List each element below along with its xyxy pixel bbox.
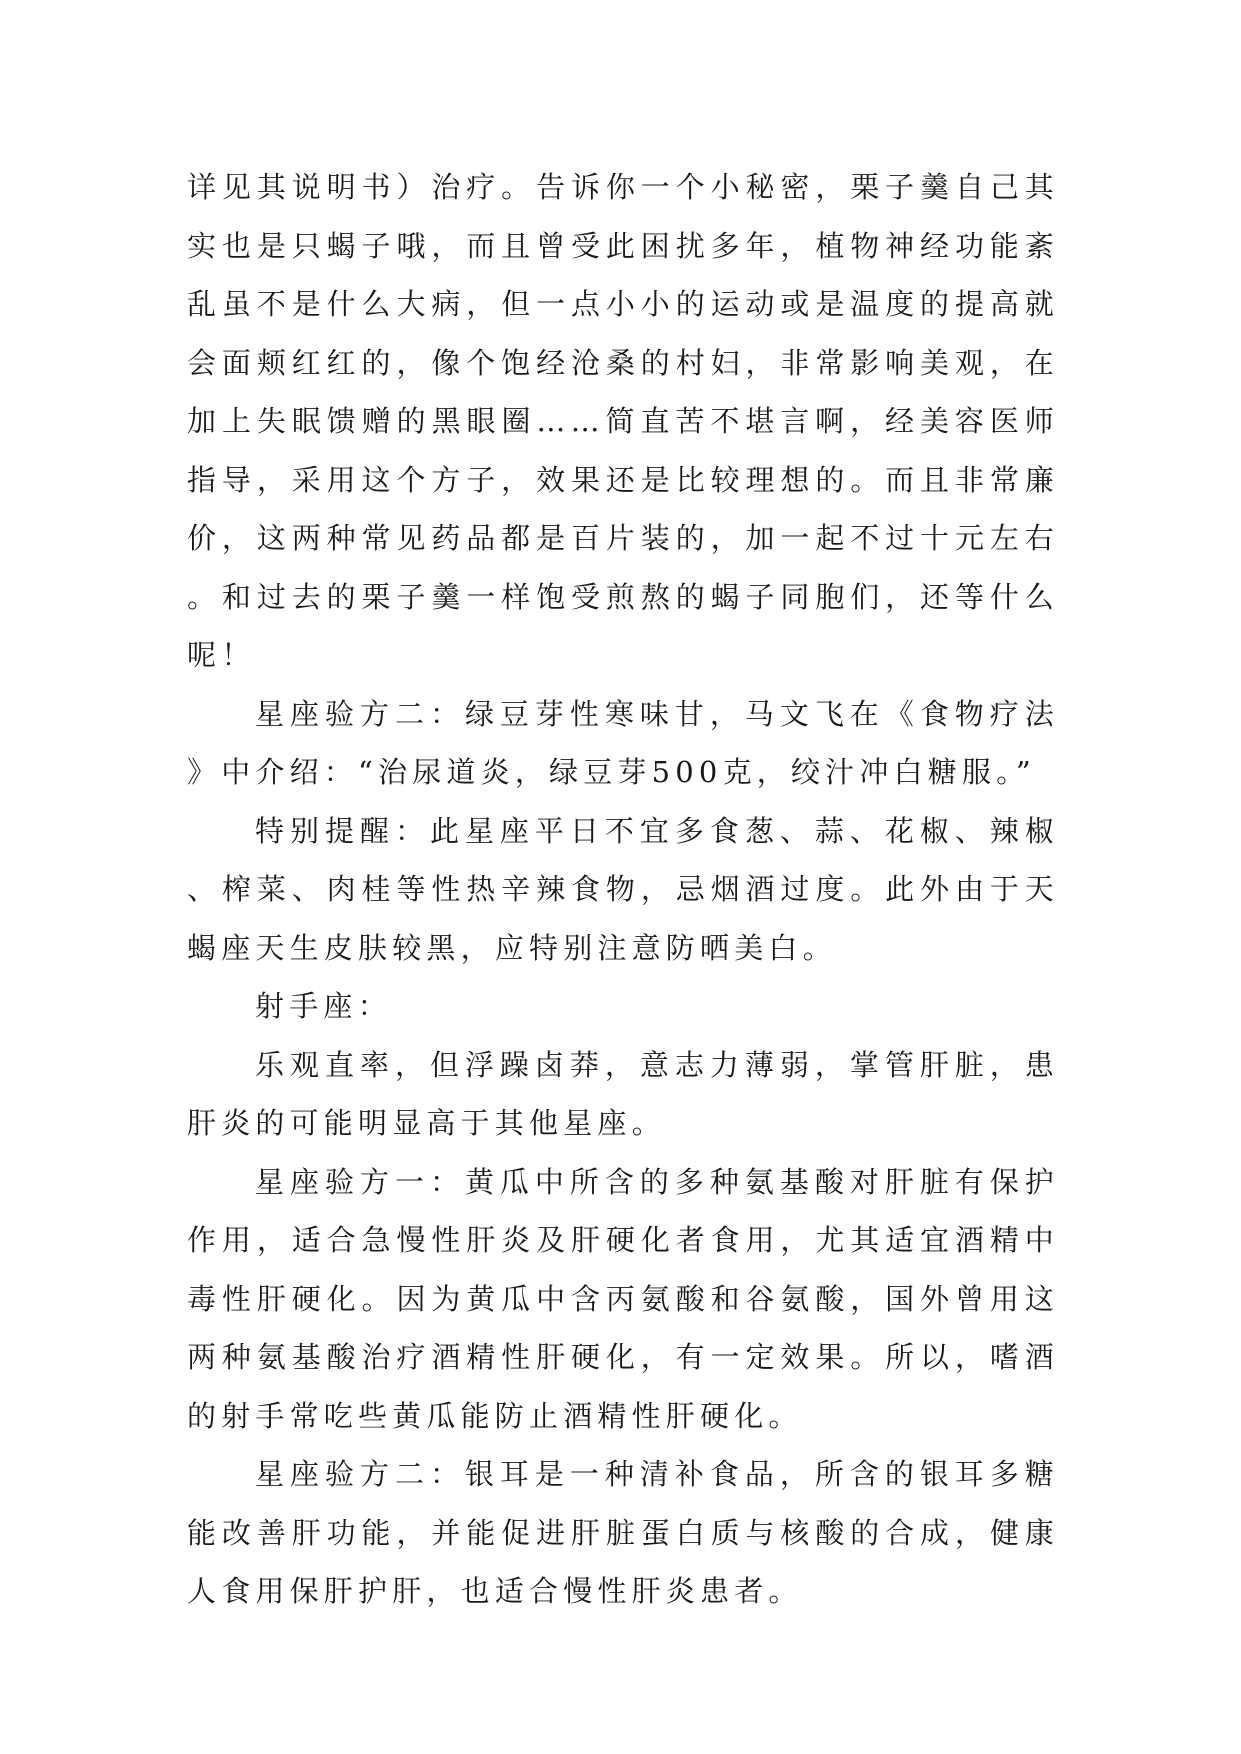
paragraph-scorpio-reminder: 特别提醒：此星座平日不宜多食葱、蒜、花椒、辣椒、榨菜、肉桂等性热辛辣食物，忌烟酒过度。此外由于天蝎座天生皮肤较黑，应特别注意防晒美白。 [187, 813, 1059, 965]
document-body [187, 158, 1059, 1621]
section-heading-sagittarius: 射手座： [255, 989, 392, 1023]
paragraph-sagittarius-intro: 乐观直率，但浮躁卤莽，意志力薄弱，掌管肝脏，患肝炎的可能明显高于其他星座。 [187, 1047, 1059, 1140]
paragraph-sagittarius-remedy-one: 星座验方一：黄瓜中所含的多种氨基酸对肝脏有保护作用，适合急慢性肝炎及肝硬化者食用，尤其适宜酒精中毒性肝硬化。因为黄瓜中含丙氨酸和谷氨酸，国外曾用这两种氨基酸治疗酒精性肝硬化，有一定效果。所以，嗜酒的射手常吃些黄瓜能防止酒精性肝硬化。 [187, 1164, 1059, 1433]
paragraph-scorpio-remedy-two: 星座验方二：绿豆芽性寒味甘，马文飞在《食物疗法》中介绍：“治尿道炎，绿豆芽500克，绞汁冲白糖服。” [187, 696, 1059, 789]
paragraph-continuation: 详见其说明书）治疗。告诉你一个小秘密，栗子羹自己其实也是只蝎子哦，而且曾受此困扰多年，植物神经功能紊乱虽不是什么大病，但一点小小的运动或是温度的提高就会面颊红红的，像个饱经沧桑的村妇，非常影响美观，在加上失眠馈赠的黑眼圈……简直苦不堪言啊，经美容医师指导，采用这个方子，效果还是比较理想的。而且非常廉价，这两种常见药品都是百片装的，加一起不过十元左右。和过去的栗子羹一样饱受煎熬的蝎子同胞们，还等什么呢！ [187, 170, 1059, 672]
paragraph-sagittarius-remedy-two: 星座验方二：银耳是一种清补食品，所含的银耳多糖能改善肝功能，并能促进肝脏蛋白质与核酸的合成，健康人食用保肝护肝，也适合慢性肝炎患者。 [187, 1457, 1059, 1608]
